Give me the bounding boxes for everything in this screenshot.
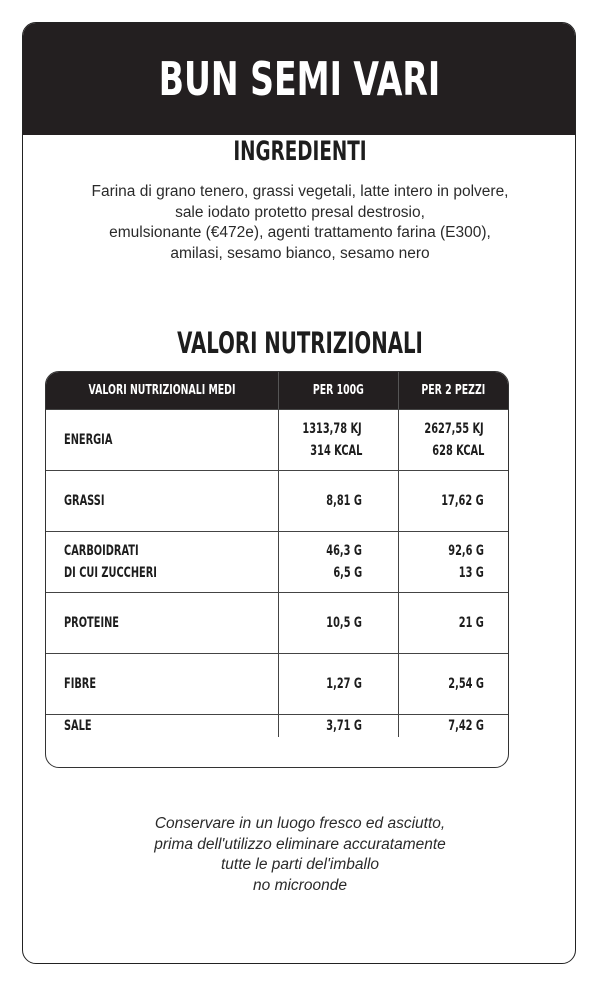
ingredients-line: sale iodato protetto presal destrosio, (175, 203, 425, 221)
nutrient-label: SALE (64, 718, 92, 734)
nutrition-table (45, 371, 509, 768)
table-row-proteine (46, 592, 508, 653)
note-line: tutte le parti del'imballo (220, 856, 380, 873)
ingredients-line: Farina di grano tenero, grassi vegetali, latte intero in polvere, (91, 183, 509, 200)
value-per-2-pieces: 92,6 G 13 G (398, 532, 508, 592)
value-per-100g: 1,27 G (278, 654, 398, 714)
note-line: Conservare in un luogo fresco ed asciutto, (154, 815, 446, 832)
nutrient-label: PROTEINE (64, 615, 119, 631)
table-row-sale (46, 714, 508, 737)
column-header-per-2-pieces: PER 2 PEZZI (398, 372, 508, 409)
value-per-100g: 1313,78 KJ 314 KCAL (278, 410, 398, 470)
ingredients-text (20, 182, 580, 264)
value-per-2-pieces: 2627,55 KJ 628 KCAL (398, 410, 508, 470)
product-title: BUN SEMI VARI (158, 52, 440, 106)
nutrient-label: CARBOIDRATI DI CUI ZUCCHERI (64, 543, 157, 581)
table-row-energia (46, 409, 508, 470)
value-per-100g: 46,3 G 6,5 G (278, 532, 398, 592)
table-row-grassi (46, 470, 508, 531)
note-line: prima dell'utilizzo eliminare accuratamente (154, 835, 446, 853)
value-per-100g: 8,81 G (278, 471, 398, 531)
value-per-2-pieces: 17,62 G (398, 471, 508, 531)
ingredients-line: emulsionante (€472e), agenti trattamento farina (E300), (109, 224, 491, 241)
value-per-2-pieces: 7,42 G (398, 715, 508, 737)
value-per-2-pieces: 2,54 G (398, 654, 508, 714)
column-header-per-100g: PER 100G (278, 372, 398, 409)
nutrient-label: ENERGIA (64, 432, 113, 448)
value-per-100g: 3,71 G (278, 715, 398, 737)
value-per-2-pieces: 21 G (398, 593, 508, 653)
table-row-carboidrati (46, 531, 508, 592)
storage-note (20, 814, 580, 896)
table-row-fibre (46, 653, 508, 714)
value-per-100g: 10,5 G (278, 593, 398, 653)
nutrient-label: GRASSI (64, 493, 105, 509)
note-line: no microonde (253, 876, 347, 894)
nutrition-heading: VALORI NUTRIZIONALI (177, 326, 423, 360)
column-header-nutrient: VALORI NUTRIZIONALI MEDI (88, 383, 236, 398)
nutrient-label: FIBRE (64, 676, 97, 692)
table-header (46, 372, 508, 409)
ingredients-line: amilasi, sesamo bianco, sesamo nero (170, 244, 430, 262)
title-banner (23, 23, 575, 135)
ingredients-heading: INGREDIENTI (233, 136, 367, 167)
